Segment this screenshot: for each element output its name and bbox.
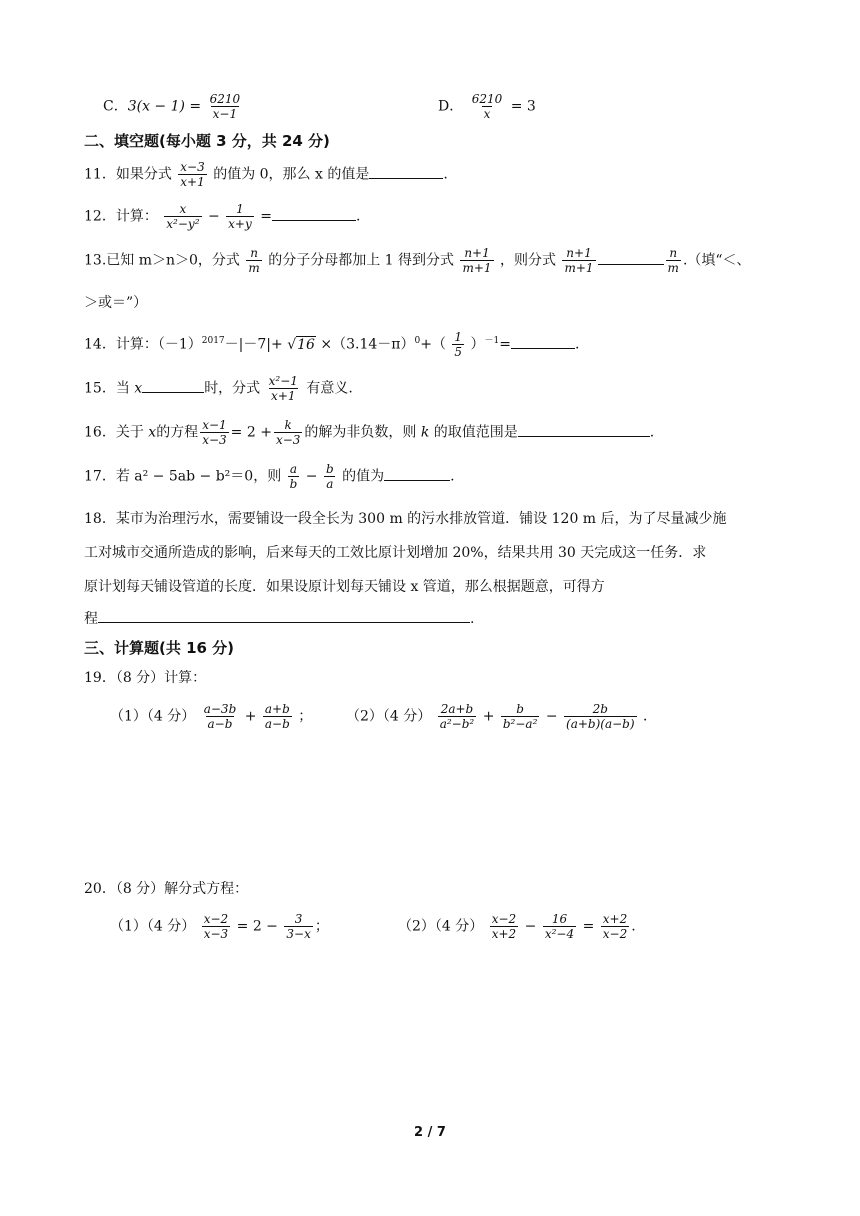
question-17: 17．若 a² − 5ab − b²＝0，则 $\frac{a}{b}$ − $\frac{b}{a}$ 的值为 . bbox=[84, 462, 455, 491]
question-18-line4: 程 . bbox=[84, 608, 474, 628]
question-16: 16．关于 x的方程 $\frac{x-1}{x-3}$ = 2 + $\frac{k}{x-3}$ 的解为非负数，则 k 的取值范围是 . bbox=[84, 418, 655, 447]
question-11: 11．如果分式 $\frac{x-3}{x+1}$ 的值为 0，那么 x 的值是 . bbox=[84, 160, 448, 189]
answer-blank bbox=[598, 250, 664, 265]
answer-blank bbox=[272, 206, 356, 221]
answer-blank bbox=[511, 334, 575, 349]
question-18-line2: 工对城市交通所造成的影响，后来每天的工效比原计划增加 20%，结果共用 30 天完成这一任务．求 bbox=[84, 545, 707, 561]
answer-blank bbox=[98, 608, 470, 623]
question-18-line3: 原计划每天铺设管道的长度．如果设原计划每天铺设 x 管道，那么根据题意，可得方 bbox=[84, 579, 605, 595]
q10-option-c: C．3(x − 1) = $\frac{6210}{x-1}$ bbox=[103, 92, 241, 121]
question-19-head: 19．（8 分）计算： bbox=[84, 670, 207, 686]
question-12: 12．计算： $\frac{x}{\text{x²−y²}}$ − $\frac{1}{x+y}$ = . bbox=[84, 202, 361, 231]
q10-option-d: D． $\frac{6210}{x}$ = 3 bbox=[438, 92, 536, 121]
fraction: $\frac{6210}{x}$ bbox=[471, 92, 503, 121]
question-14: 14．计算：$(-1)^{2017}-|-7|+ √16 \times(3.14-\pi)^0+$（ $\frac{1}{5}$ ）$^{-1}$= . bbox=[84, 330, 580, 359]
answer-blank bbox=[142, 378, 204, 393]
section-2-title: 二、填空题(每小题 3 分，共 24 分) bbox=[84, 132, 330, 150]
question-20-head: 20．（8 分）解分式方程： bbox=[84, 881, 249, 897]
question-18-line1: 18．某市为治理污水，需要铺设一段全长为 300 m 的污水排放管道．铺设 120 m 后，为了尽量减少施 bbox=[84, 511, 727, 527]
question-19-part1: （1）（4 分） $\frac{a-3b}{a-b}$ + $\frac{a+b}{a-b}$ ； bbox=[110, 702, 313, 731]
question-20-part2: （2）（4 分） $\frac{x-2}{x+2}$ − $\frac{16}{\text{x²−4}}$ = $\frac{x+2}{x-2}$ . bbox=[398, 912, 636, 941]
fraction: $\frac{6210}{x-1}$ bbox=[209, 92, 241, 121]
question-13: 13.已知 m＞n＞0，分式 $\frac{n}{m}$ 的分子分母都加上 1 得到分式 $\frac{n+1}{m+1}$ ，则分式 $\frac{n+1}{m+1}$ $\frac{n}{m}$ .（填“＜、 bbox=[84, 246, 751, 275]
answer-blank bbox=[384, 466, 450, 481]
question-19-part2: （2）（4 分） $\frac{2a+b}{\text{a²−b²}}$ + $\frac{b}{\text{b²−a²}}$ − $\frac{2b}{(a+b)(a-b)}$ ． bbox=[346, 702, 657, 731]
question-20-part1: （1）（4 分） $\frac{x-2}{x-3}$ = 2 − $\frac{3}{3-x}$ ； bbox=[110, 912, 329, 941]
answer-blank bbox=[369, 164, 443, 179]
section-3-title: 三、计算题(共 16 分) bbox=[84, 639, 235, 657]
answer-blank bbox=[518, 422, 650, 437]
question-15: 15．当 x 时，分式 $\frac{\text{x²−1}}{x+1}$ 有意义. bbox=[84, 374, 353, 403]
page-number: 2 / 7 bbox=[414, 1125, 446, 1140]
square-root: √16 bbox=[287, 336, 315, 353]
question-13-line2: ＞或＝”） bbox=[84, 295, 148, 311]
